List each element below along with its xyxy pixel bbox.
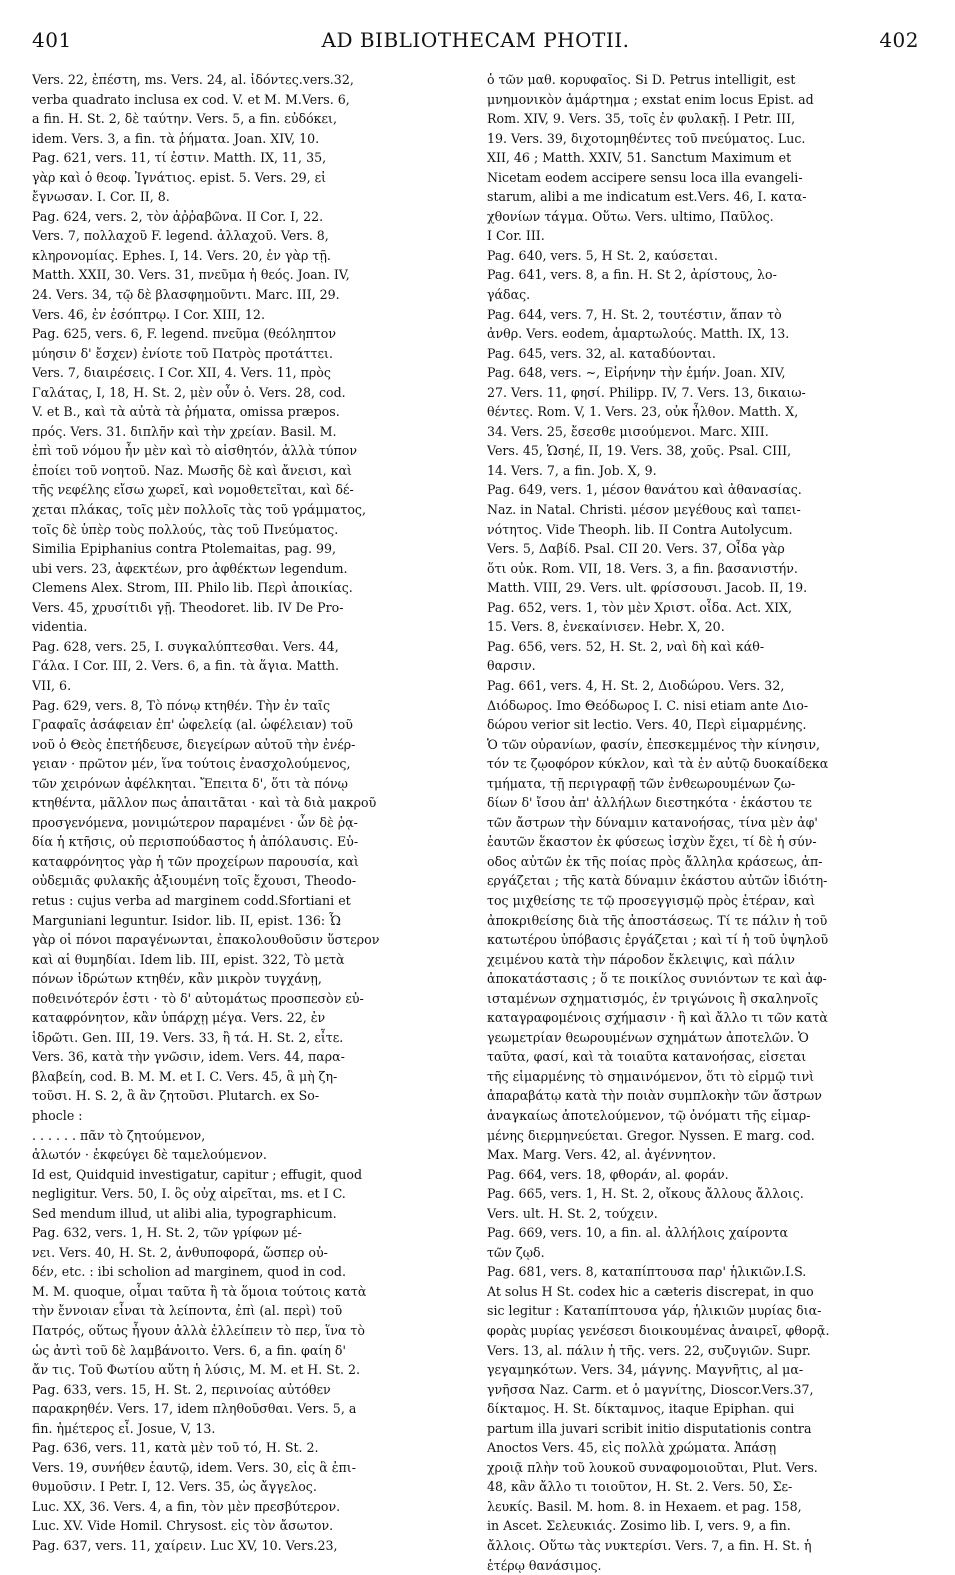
left-column-line: retus : cujus verba ad marginem codd.Sfortiani et <box>32 892 351 908</box>
right-column-line: νότητος. Vide Theoph. lib. II Contra Autolycum. <box>487 521 793 537</box>
right-column-line: γάδας. <box>487 287 531 303</box>
left-column-line: Pag. 632, vers. 1, H. St. 2, τῶν γρίφων μέ- <box>32 1225 302 1241</box>
right-column-line: 15. Vers. 8, ἐνεκαίνισεν. Hebr. X, 20. <box>487 619 725 635</box>
left-column-line: Γραφαῖς ἀσάφειαν ἐπ' ὠφελείᾳ (al. ὠφέλειαν) τοῦ <box>32 717 353 733</box>
left-column-line: γὰρ οἱ πόνοι παραγένωνται, ἐπακολουθοῦσιν ὕστερον <box>32 932 380 948</box>
right-column-line: ταῦτα, φασί, καὶ τὰ τοιαῦτα κατανοήσας, εἰσεται <box>487 1049 807 1065</box>
right-column-line: ἀποκατάστασις ; ὅ τε ποικίλος συνιόντων τε καὶ ἀφ- <box>487 971 827 987</box>
right-column-line: Pag. 644, vers. 7, H. St. 2, τουτέστιν, ἅπαν τὸ <box>487 306 782 322</box>
right-column-line: sic legitur : Καταπίπτουσα γάρ, ἡλικιῶν μυρίας δια- <box>487 1303 822 1319</box>
right-column-line: Rom. XIV, 9. Vers. 35, τοῖς ἐν φυλακῇ. I Petr. III, <box>487 111 796 127</box>
right-column-line: Pag. 681, vers. 8, καταπίπτουσα παρ' ἡλικιῶν.I.S. <box>487 1264 807 1280</box>
right-column-line: χθονίων τάγμα. Οὕτω. Vers. ultimo, Παῦλος. <box>487 208 774 224</box>
left-column-line: a fin. H. St. 2, δὲ ταύτην. Vers. 5, a fin. εὐδόκει, <box>32 111 337 127</box>
right-column-line: θέντες. Rom. V, 1. Vers. 23, οὐκ ἦλθον. Matth. X, <box>487 404 799 420</box>
left-column-line: 24. Vers. 34, τῷ δὲ βλασφημοῦντι. Marc. III, 29. <box>32 287 340 303</box>
right-column-line: Pag. 665, vers. 1, H. St. 2, οἴκους ἄλλους ἄλλοις. <box>487 1186 804 1202</box>
left-column-line: ἔγνωσαν. I. Cor. II, 8. <box>32 189 170 205</box>
left-column-line: Vers. 7, πολλαχοῦ F. legend. ἀλλαχοῦ. Vers. 8, <box>32 228 329 244</box>
right-column-line: Pag. 640, vers. 5, H St. 2, καύσεται. <box>487 247 718 263</box>
left-column-line: δία ἡ κτῆσις, οὐ περισπούδαστος ἡ ἀπόλαυσις. Εὐ- <box>32 834 359 850</box>
right-column-line: Matth. VIII, 29. Vers. ult. φρίσσουσι. Jacob. II, 19. <box>487 580 808 596</box>
right-column-line: Vers. 45, Ὡσηέ, II, 19. Vers. 38, χοῦς. Psal. CIII, <box>487 443 792 459</box>
left-column-line: γὰρ καὶ ὁ θεοφ. Ἰγνάτιος. epist. 5. Vers. 29, εἰ <box>32 169 327 185</box>
right-column-line: χροιᾷ πλὴν τοῦ λουκοῦ συναφομοιοῦται, Plut. Vers. <box>487 1459 818 1475</box>
left-column-line: phocle : <box>32 1107 83 1123</box>
right-column-line: χειμένου κατὰ τὴν πάροδον ἔκλειψις, καὶ πάλιν <box>487 951 795 967</box>
right-column-line: τῆς εἱμαρμένης τὸ σημαινόμενον, ὅτι τὸ εἱρμῷ τινὶ <box>487 1068 815 1084</box>
right-column-line: τμήματα, τῇ περιγραφῇ τῶν ἐνθεωρουμένων ζω- <box>487 775 796 791</box>
right-column-line: 19. Vers. 39, διχοτομηθέντες τοῦ πνεύματος. Luc. <box>487 130 806 146</box>
left-column-line: Vers. 22, ἐπέστη, ms. Vers. 24, al. ἰδόντες.vers.32, <box>32 72 354 87</box>
left-column-line: Vers. 19, συνήθεν ἑαυτῷ, idem. Vers. 30, εἰς ἃ ἐπι- <box>32 1459 356 1475</box>
right-column-line: starum, alibi a me indicatum est.Vers. 46, I. κατα- <box>487 189 807 205</box>
right-column-line: κατωτέρου ὑπόβασις ἐργάζεται ; καὶ τί ἡ τοῦ ὑψηλοῦ <box>487 932 829 948</box>
right-column-line: Vers. 13, al. πάλιν ἡ τῆς. vers. 22, συζυγιῶν. Supr. <box>487 1342 811 1358</box>
left-column-line: χεται πλάκας, τοῖς μὲν πολλοῖς τὰς τοῦ γράμματος, <box>32 502 366 518</box>
left-column-line: M. M. quoque, οἶμαι ταῦτα ἢ τὰ ὅμοια τούτοις κατὰ <box>32 1283 367 1299</box>
left-column-line: παρακρηθέν. Vers. 17, idem πληθοῦσθαι. Vers. 5, a <box>32 1401 357 1417</box>
right-column-line: Pag. 649, vers. 1, μέσον θανάτου καὶ ἀθανασίας. <box>487 482 802 498</box>
right-column-line: τόν τε ζῳοφόρον κύκλον, καὶ τὰ ἐν αὐτῷ δυοκαίδεκα <box>487 756 829 772</box>
left-column-line: ἁλωτόν · ἐκφεύγει δὲ ταμελούμενον. <box>32 1147 267 1163</box>
left-column-line: . . . . . . πᾶν τὸ ζητούμενον, <box>32 1127 206 1143</box>
right-column-line: Vers. 5, Δαβίδ. Psal. CII 20. Vers. 37, Οἶδα γὰρ <box>487 541 785 557</box>
right-column-line: ἀνθρ. Vers. eodem, ἁμαρτωλούς. Matth. IX, 13. <box>487 326 790 342</box>
right-column-line: γεωμετρίαν θεωρουμένων σχημάτων ἀποτελῶν. Ὁ <box>487 1029 809 1045</box>
left-column-line: videntia. <box>32 619 88 635</box>
right-column-line: μνημονικὸν ἁμάρτημα ; exstat enim locus Epist. ad <box>487 91 814 107</box>
left-column-line: Pag. 628, vers. 25, I. συγκαλύπτεσθαι. Vers. 44, <box>32 638 339 654</box>
right-column-line: ἀποκριθείσης διὰ τῆς ἀποστάσεως. Τί τε πάλιν ἡ τοῦ <box>487 912 828 928</box>
right-column-line: τος μιχθείσης τε τῷ προσεγγισμῷ πρὸς ἑτέραν, καὶ <box>487 892 816 908</box>
left-column-line: Γάλα. I Cor. III, 2. Vers. 6, a fin. τὰ ἅγια. Matth. <box>32 658 340 674</box>
left-column-line: τῆς νεφέλης εἴσω χωρεῖ, καὶ νομοθετεῖται, καὶ δέ- <box>32 482 354 498</box>
right-column-line: θαρσιν. <box>487 658 536 674</box>
right-column-line: ἑτέρῳ θανάσιμος. <box>487 1557 602 1573</box>
right-column-line: Διόδωρος. Imo Θεόδωρος I. C. nisi etiam ante Διο- <box>487 697 809 713</box>
right-column-line: Pag. 645, vers. 32, al. καταδύονται. <box>487 345 716 361</box>
left-column-line: Sed mendum illud, ut alibi alia, typographicum. <box>32 1205 337 1221</box>
right-column <box>487 70 914 1575</box>
right-column-line: Vers. ult. H. St. 2, τούχειν. <box>487 1205 658 1221</box>
right-column-line: Pag. 652, vers. 1, τὸν μὲν Χριστ. οἶδα. Act. XIX, <box>487 599 793 615</box>
left-column-line: Matth. XXII, 30. Vers. 31, πνεῦμα ἡ θεός. Joan. IV, <box>32 267 350 283</box>
right-column-line: Naz. in Natal. Christi. μέσον μεγέθους καὶ ταπει- <box>487 502 801 518</box>
right-column-line: 34. Vers. 25, ἔσεσθε μισούμενοι. Marc. XIII. <box>487 423 769 439</box>
right-column-line: τῶν ἄστρων τὴν δύναμιν κατανοήσας, τίνα μὲν ἀφ' <box>487 814 818 830</box>
left-column-line: πρός. Vers. 31. διπλῆν καὶ τὴν χρείαν. Basil. M. <box>32 423 337 439</box>
left-column-line: καταφρόνητος γὰρ ἡ τῶν προχείρων παρουσία, καὶ <box>32 853 359 869</box>
page-number-right: 402 <box>879 28 919 52</box>
left-column-line: τοῦσι. H. S. 2, ἃ ἂν ζητοῦσι. Plutarch. ex So- <box>32 1088 320 1104</box>
left-column-line: Id est, Quidquid investigatur, capitur ; effugit, quod <box>32 1166 363 1182</box>
right-column-line: μένης διερμηνεύεται. Gregor. Nyssen. E marg. cod. <box>487 1127 815 1143</box>
left-column-line: ubi vers. 23, ἀφεκτέων, pro ἀφθέκτων legendum. <box>32 560 348 576</box>
right-column-line: Pag. 641, vers. 8, a fin. H. St 2, ἀρίστους, λο- <box>487 267 777 283</box>
left-column-line: καταφρόνητον, κἂν ὑπάρχῃ μέγα. Vers. 22, ἐν <box>32 1010 326 1026</box>
left-column-line: τῶν χειρόνων ἀφέλκηται. Ἔπειτα δ', ὅτι τὰ πόνῳ <box>32 775 348 791</box>
left-column-line: Pag. 636, vers. 11, κατὰ μὲν τοῦ τό, H. St. 2. <box>32 1440 319 1456</box>
left-column-line: προσγενόμενα, μονιμώτερον παραμένει · ὧν δὲ ῥᾳ- <box>32 814 358 830</box>
right-column-line: δίων δ' ἴσου ἀπ' ἀλλήλων διεστηκότα · ἑκάστου τε <box>487 795 812 811</box>
left-column-line: μύησιν δ' ἔσχεν) ἐνίοτε τοῦ Πατρὸς προτάττει. <box>32 345 333 361</box>
right-column-line: εργάζεται ; τῆς κατὰ δύναμιν ἑκάστου αὐτῶν ἰδιότη- <box>487 873 828 889</box>
right-column-line: 27. Vers. 11, φησί. Philipp. IV, 7. Vers. 13, δικαιω- <box>487 384 806 400</box>
left-column-line: Γαλάτας, I, 18, H. St. 2, μὲν οὖν ὁ. Vers. 28, cod. <box>32 384 346 400</box>
left-column-line: Marguniani leguntur. Isidor. lib. II, epist. 136: Ὦ <box>32 912 341 928</box>
right-column-line: φορὰς μυρίας γενέσεσι διοικουμένας ἀναιρεῖ, φθορᾷ. <box>487 1323 830 1338</box>
right-column-line: Max. Marg. Vers. 42, al. ἀγέννητον. <box>487 1147 717 1163</box>
running-head <box>32 28 919 64</box>
right-column-line: Pag. 656, vers. 52, H. St. 2, ναὶ δὴ καὶ κάθ- <box>487 638 765 654</box>
left-column-line: πόνων ἱδρώτων κτηθέν, κἂν μικρὸν τυγχάνῃ, <box>32 971 322 987</box>
right-column-line: ὅτι οὐκ. Rom. VII, 18. Vers. 3, a fin. βασανιστήν. <box>487 560 798 576</box>
right-column-line: γνῆσσα Naz. Carm. et ὁ μαγνίτης, Dioscor.Vers.37, <box>487 1381 814 1397</box>
right-column-line: Pag. 648, vers. ~, Εἰρήνην τὴν ἐμήν. Joan. XIV, <box>487 365 786 381</box>
right-column-line: Pag. 661, vers. 4, H. St. 2, Διοδώρου. Vers. 32, <box>487 677 785 693</box>
left-column-line: Luc. XV. Vide Homil. Chrysost. εἰς τὸν ἄσωτον. <box>32 1518 334 1534</box>
left-column-line: Vers. 7, διαιρέσεις. I Cor. XII, 4. Vers. 11, πρὸς <box>32 365 331 381</box>
right-column-line: in Ascet. Σελευκιάς. Zosimo lib. I, vers. 9, a fin. <box>487 1518 791 1534</box>
left-column-line: Luc. XX, 36. Vers. 4, a fin, τὸν μὲν πρεσβύτερον. <box>32 1498 341 1514</box>
left-column-line: Vers. 36, κατὰ τὴν γνῶσιν, idem. Vers. 44, παρα- <box>32 1049 345 1065</box>
right-column-line: τῶν ζῳδ. <box>487 1244 545 1260</box>
right-column-line: XII, 46 ; Matth. XXIV, 51. Sanctum Maximum et <box>487 150 792 166</box>
left-column-line: καὶ αἱ θυμηδίαι. Idem lib. III, epist. 322, Τὸ μετὰ <box>32 951 345 967</box>
left-column-line: fin. ἡμέτερος εἶ. Josue, V, 13. <box>32 1420 216 1436</box>
right-column-line: ἄλλοις. Οὕτω τὰς νυκτερίσι. Vers. 7, a fin. H. St. ἡ <box>487 1538 812 1554</box>
right-column-line: 14. Vers. 7, a fin. Job. X, 9. <box>487 462 657 478</box>
left-column-line: τοῖς δὲ ὑπὲρ τοὺς πολλούς, τὰς τοῦ Πνεύματος. <box>32 521 339 537</box>
left-column-line: Pag. 633, vers. 15, H. St. 2, περινοίας αὐτόθεν <box>32 1381 331 1397</box>
left-column-line: negligitur. Vers. 50, I. ὃς οὐχ αἱρεῖται, ms. et I C. <box>32 1186 346 1202</box>
right-column-line: καταγραφομένοις σχήμασιν · ἢ καὶ ἄλλο τι τῶν κατὰ <box>487 1010 828 1026</box>
right-column-line: Pag. 664, vers. 18, φθοράν, al. φοράν. <box>487 1166 729 1182</box>
left-column-line: VII, 6. <box>32 677 72 693</box>
right-column-line: At solus H St. codex hic a cæteris discrepat, in quo <box>487 1283 814 1299</box>
left-column-line: γειαν · πρῶτον μέν, ἵνα τούτοις ἐνασχολούμενος, <box>32 756 351 772</box>
left-column-line: θυμοῦσιν. I Petr. I, 12. Vers. 35, ὡς ἄγγελος. <box>32 1479 317 1495</box>
right-column-line: partum illa juvari scribit initio disputationis contra <box>487 1420 812 1436</box>
left-column-line: verba quadrato inclusa ex cod. V. et M. M.Vers. 6, <box>32 91 350 107</box>
left-column-line: οὐδεμιᾶς φυλακῆς ἀξιουμένη τοῖς ἔχουσι, Theodo- <box>32 873 357 889</box>
left-column-line: Similia Epiphanius contra Ptolemaitas, pag. 99, <box>32 541 336 557</box>
right-column-line: ἀναγκαίως ἀποτελούμενον, τῷ ὀνόματι τῆς εἱμαρ- <box>487 1107 811 1123</box>
page-number-left: 401 <box>32 28 72 52</box>
left-column-line: Pag. 625, vers. 6, F. legend. πνεῦμα (θεόληπτον <box>32 326 336 342</box>
left-column-line: ἐπὶ τοῦ νόμου ἦν μὲν καὶ τὸ αἰσθητόν, ἀλλὰ τύπον <box>32 443 358 459</box>
right-column-line: δώρου verior sit lectio. Vers. 40, Περὶ εἱμαρμένης. <box>487 717 807 733</box>
left-column <box>32 70 459 1556</box>
left-column-line: ποθεινότερόν ἐστι · τὸ δ' αὐτομάτως προσπεσὸν εὐ- <box>32 990 364 1006</box>
left-column-line: ἱδρῶτι. Gen. III, 19. Vers. 33, ἢ τά. H. St. 2, εἶτε. <box>32 1029 344 1045</box>
left-column-line: νει. Vers. 40, H. St. 2, ἀνθυποφορά, ὥσπερ οὐ- <box>32 1244 328 1260</box>
right-column-line: οδος αὐτῶν ἐκ τῆς ποίας πρὸς ἄλληλα κράσεως, ἀπ- <box>487 853 823 869</box>
left-column-line: V. et B., καὶ τὰ αὐτὰ τὰ ῥήματα, omissa præpos. <box>32 404 340 420</box>
right-column-line: ισταμένων σχηματισμός, ἐν τριγώνοις ἢ σκαληνοῖς <box>487 990 819 1006</box>
right-column-line: λευκίς. Basil. M. hom. 8. in Hexaem. et pag. 158, <box>487 1498 802 1514</box>
right-column-line: I Cor. III. <box>487 228 545 244</box>
right-column-line: δίκταμος. H. St. δίκταμνος, itaque Epiphan. qui <box>487 1401 795 1417</box>
left-column-line: idem. Vers. 3, a fin. τὰ ῥήματα. Joan. XIV, 10. <box>32 130 320 146</box>
left-column-line: νοῦ ὁ Θεὸς ἐπετήδευσε, διεγείρων αὐτοῦ τὴν ἐνέρ- <box>32 736 356 752</box>
left-column-line: βλαβείη, cod. B. M. M. et I. C. Vers. 45, ἃ μὴ ζη- <box>32 1068 338 1084</box>
left-column-line: Vers. 46, ἐν ἐσόπτρῳ. I Cor. XIII, 12. <box>32 306 265 322</box>
left-column-line: Πατρός, οὕτως ἦγουν ἀλλὰ ἐλλείπειν τὸ περ, ἵνα τὸ <box>32 1323 365 1338</box>
left-column-line: δέν, etc. : ibi scholion ad marginem, quod in cod. <box>32 1264 346 1280</box>
left-column-line: ἄν τις. Τοῦ Φωτίου αὕτη ἡ λύσις, M. M. et H. St. 2. <box>32 1362 360 1378</box>
right-column-line: Ὁ τῶν οὐρανίων, φασίν, ἐπεσκεμμένος τὴν κίνησιν, <box>487 736 821 752</box>
right-column-line: Pag. 669, vers. 10, a fin. al. ἀλλήλοις χαίροντα <box>487 1225 788 1241</box>
right-column-line: ἀπαραβάτῳ κατὰ τὴν ποιὰν συμπλοκὴν τῶν ἄστρων <box>487 1088 822 1104</box>
page-title: AD BIBLIOTHECAM PHOTII. <box>321 28 630 52</box>
right-column-line: 48, κἂν ἄλλο τι τοιοῦτον, H. St. 2. Vers. 50, Σε- <box>487 1479 793 1495</box>
left-column-line: Pag. 629, vers. 8, Τὸ πόνῳ κτηθέν. Τὴν ἐν ταῖς <box>32 697 331 713</box>
right-column-line: γεγαμηκότων. Vers. 34, μάγνης. Μαγνῆτις, al μα- <box>487 1362 804 1378</box>
right-column-line: ὁ τῶν μαθ. κορυφαῖος. Si D. Petrus intelligit, est <box>487 72 796 87</box>
left-column-line: Pag. 624, vers. 2, τὸν ἀῤῥαβῶνα. II Cor. I, 22. <box>32 208 324 224</box>
left-column-line: τὴν ἔννοιαν εἶναι τὰ λείποντα, ἐπὶ (al. περὶ) τοῦ <box>32 1303 343 1319</box>
left-column-line: Pag. 621, vers. 11, τί ἐστιν. Matth. IX, 11, 35, <box>32 150 327 166</box>
right-column-line: Nicetam eodem accipere sensu loca illa evangeli- <box>487 169 803 185</box>
left-column-line: Vers. 45, χρυσίτιδι γῇ. Theodoret. lib. IV De Pro- <box>32 599 344 615</box>
left-column-line: κληρονομίας. Ephes. I, 14. Vers. 20, ἐν γὰρ τῇ. <box>32 247 331 263</box>
left-column-line: ὡς ἀντὶ τοῦ δὲ λαμβάνοιτο. Vers. 6, a fin. φαίη δ' <box>32 1342 346 1358</box>
left-column-line: ἐποίει τοῦ νοητοῦ. Naz. Μωσῆς δὲ καὶ ἄνεισι, καὶ <box>32 462 352 478</box>
left-column-line: Pag. 637, vers. 11, χαίρειν. Luc XV, 10. Vers.23, <box>32 1538 338 1554</box>
right-column-line: Anoctos Vers. 45, εἰς πολλὰ χρώματα. Ἀπάσῃ <box>487 1440 777 1456</box>
left-column-line: κτηθέντα, μᾶλλον πως ἀπαιτᾶται · καὶ τὰ διὰ μακροῦ <box>32 795 377 811</box>
left-column-line: Clemens Alex. Strom, III. Philo lib. Περὶ ἀποικίας. <box>32 580 353 596</box>
right-column-line: ἑαυτῶν ἕκαστον ἐκ φύσεως ἰσχὺν ἔχει, τί δὲ ἡ σύν- <box>487 834 817 850</box>
